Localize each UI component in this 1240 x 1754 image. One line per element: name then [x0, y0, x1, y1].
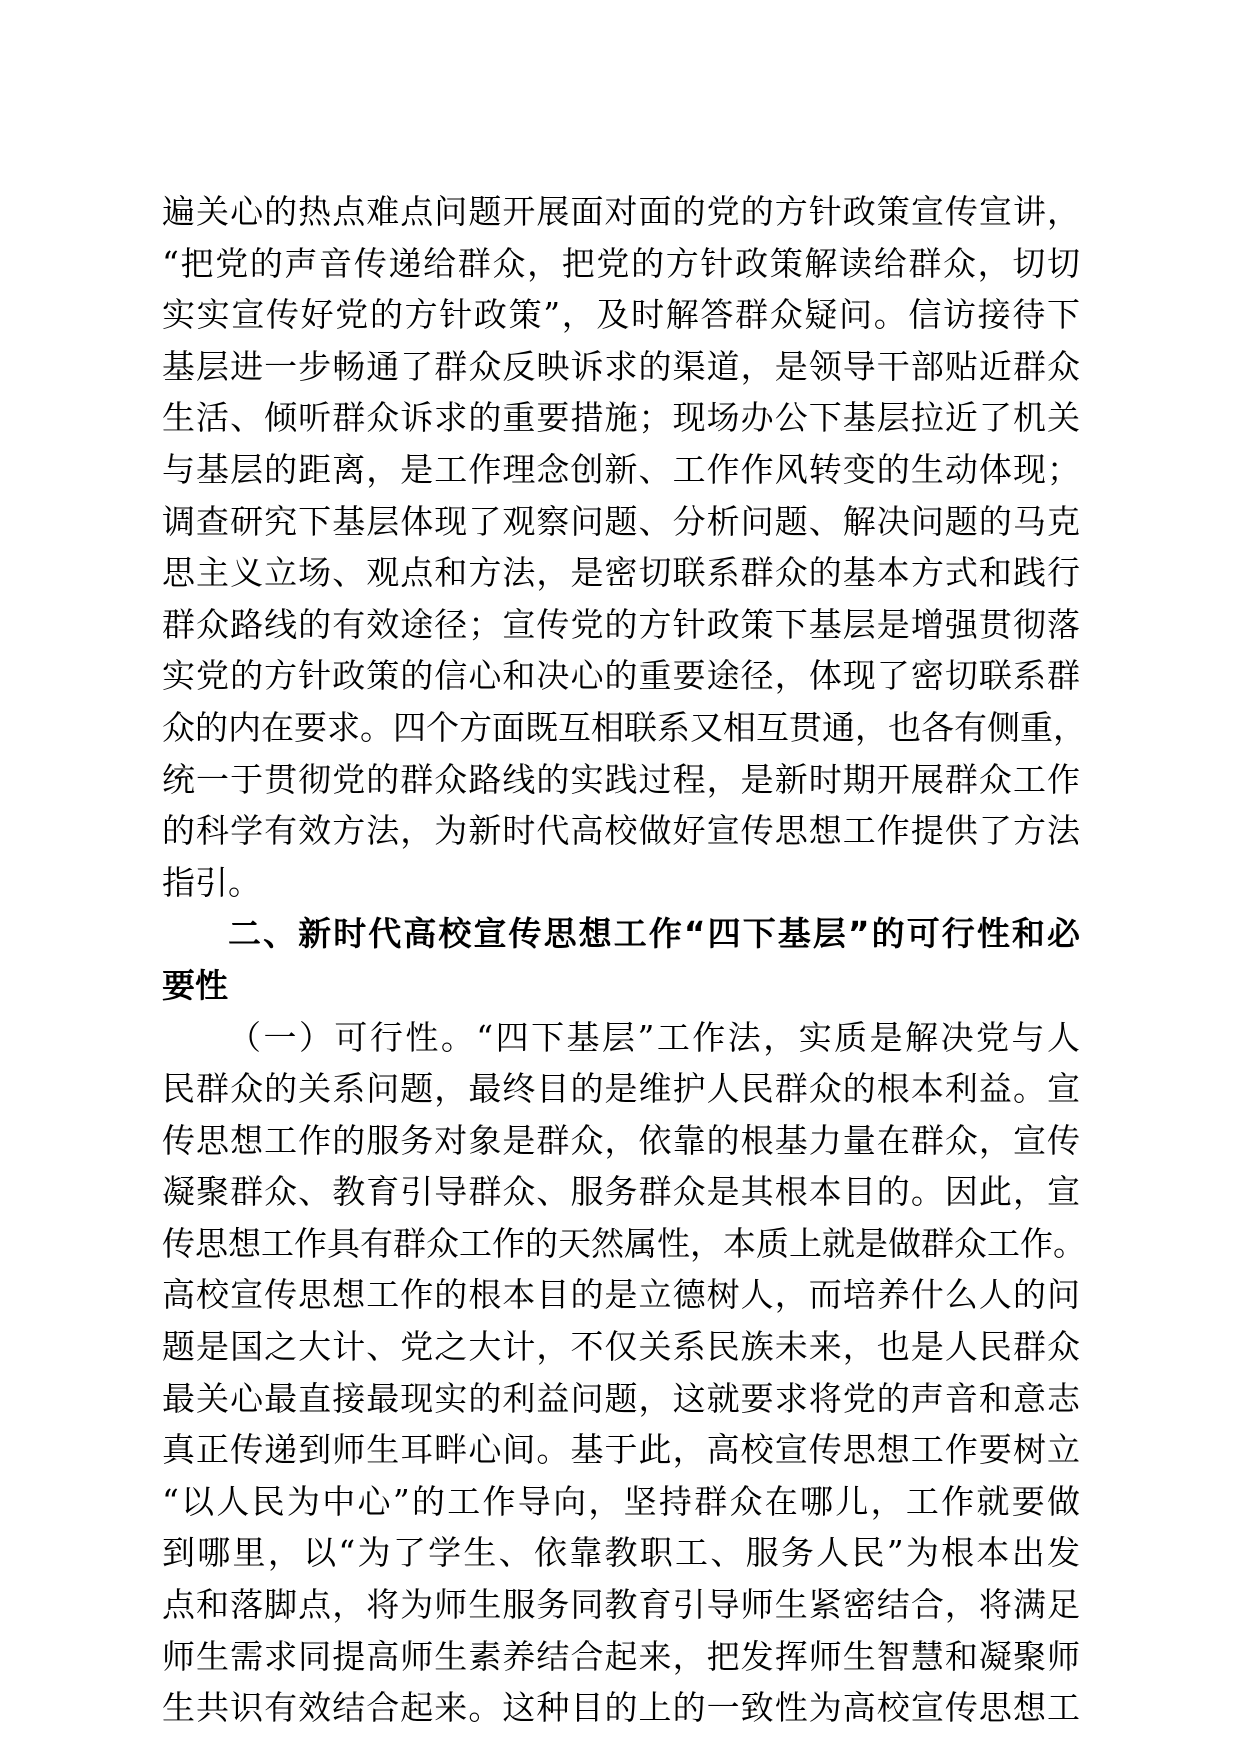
section-heading: [162, 908, 1080, 1011]
text-line: 生共识有效结合起来。这种目的上的一致性为高校宣传思想工: [162, 1688, 1080, 1728]
text-line: 众的内在要求。四个方面既互相联系又相互贯通，也各有侧重，: [162, 707, 1086, 747]
document-page: [162, 186, 1086, 1734]
text-line: 基层进一步畅通了群众反映诉求的渠道，是领导干部贴近群众: [162, 346, 1080, 386]
text-line: 点和落脚点，将为师生服务同教育引导师生紧密结合，将满足: [162, 1585, 1080, 1625]
heading-line: 要性: [162, 965, 228, 1005]
text-line: 传思想工作的服务对象是群众，依靠的根基力量在群众，宣传: [162, 1120, 1080, 1160]
text-line: 的科学有效方法，为新时代高校做好宣传思想工作提供了方法: [162, 811, 1080, 851]
text-line: 与基层的距离，是工作理念创新、工作作风转变的生动体现；: [162, 449, 1080, 489]
text-line: 思主义立场、观点和方法，是密切联系群众的基本方式和践行: [162, 553, 1080, 593]
body-paragraph: [162, 1012, 1086, 1734]
text-line: 凝聚群众、教育引导群众、服务群众是其根本目的。因此，宣: [162, 1172, 1080, 1212]
text-line: 师生需求同提高师生素养结合起来，把发挥师生智慧和凝聚师: [162, 1636, 1080, 1676]
text-line: “以人民为中心”的工作导向，坚持群众在哪儿，工作就要做: [162, 1481, 1080, 1521]
text-line: 统一于贯彻党的群众路线的实践过程，是新时期开展群众工作: [162, 759, 1080, 799]
heading-line: 二、新时代高校宣传思想工作“四下基层”的可行性和必: [228, 914, 1080, 954]
text-line: 最关心最直接最现实的利益问题，这就要求将党的声音和意志: [162, 1378, 1080, 1418]
text-line: 生活、倾听群众诉求的重要措施；现场办公下基层拉近了机关: [162, 398, 1080, 438]
text-line: 传思想工作具有群众工作的天然属性，本质上就是做群众工作。: [162, 1223, 1086, 1263]
text-line: 遍关心的热点难点问题开展面对面的党的方针政策宣传宣讲，: [162, 192, 1080, 231]
text-line: 高校宣传思想工作的根本目的是立德树人，而培养什么人的问: [162, 1275, 1080, 1315]
text-line: 指引。: [162, 862, 261, 902]
text-line: 到哪里，以“为了学生、依靠教职工、服务人民”为根本出发: [162, 1533, 1080, 1573]
body-paragraph: [162, 186, 1086, 908]
text-line: （一）可行性。“四下基层”工作法，实质是解决党与人: [228, 1017, 1080, 1057]
text-line: 群众路线的有效途径；宣传党的方针政策下基层是增强贯彻落: [162, 604, 1080, 644]
text-line: “把党的声音传递给群众，把党的方针政策解读给群众，切切: [162, 243, 1080, 283]
text-line: 实党的方针政策的信心和决心的重要途径，体现了密切联系群: [162, 656, 1080, 696]
text-line: 调查研究下基层体现了观察问题、分析问题、解决问题的马克: [162, 501, 1080, 541]
text-line: 实实宣传好党的方针政策”，及时解答群众疑问。信访接待下: [162, 295, 1080, 335]
text-line: 题是国之大计、党之大计，不仅关系民族未来，也是人民群众: [162, 1327, 1080, 1367]
text-line: 民群众的关系问题，最终目的是维护人民群众的根本利益。宣: [162, 1069, 1080, 1109]
text-line: 真正传递到师生耳畔心间。基于此，高校宣传思想工作要树立: [162, 1430, 1080, 1470]
